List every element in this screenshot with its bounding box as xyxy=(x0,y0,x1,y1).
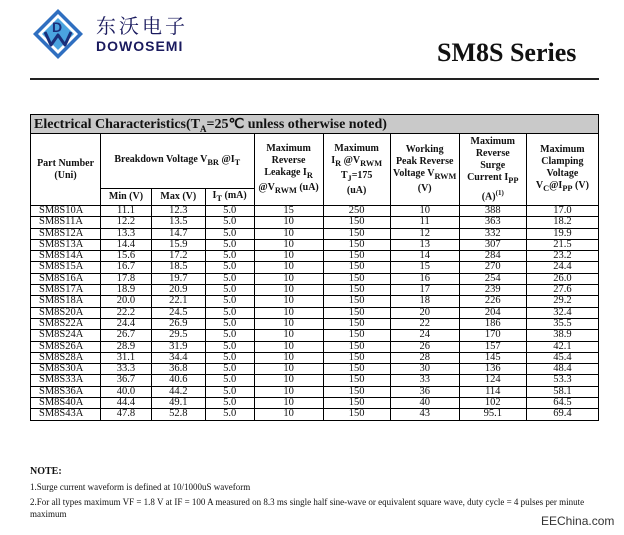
table-cell: 5.0 xyxy=(205,398,254,409)
table-row xyxy=(31,285,599,296)
table-cell: 388 xyxy=(459,206,526,217)
table-cell: 14.7 xyxy=(151,228,205,239)
table-cell: 31.9 xyxy=(151,341,205,352)
table-cell: 18.9 xyxy=(101,285,152,296)
table-cell: 239 xyxy=(459,285,526,296)
table-cell: 15 xyxy=(254,206,323,217)
table-cell: 114 xyxy=(459,386,526,397)
table-cell: 5.0 xyxy=(205,228,254,239)
table-cell: 27.6 xyxy=(526,285,598,296)
table-cell: 5.0 xyxy=(205,262,254,273)
table-cell: 19.9 xyxy=(526,228,598,239)
table-cell: 14.4 xyxy=(101,239,152,250)
table-cell: 150 xyxy=(323,251,390,262)
table-cell: 95.1 xyxy=(459,409,526,420)
table-cell: 5.0 xyxy=(205,386,254,397)
table-cell: SM8S26A xyxy=(31,341,101,352)
table-cell: 150 xyxy=(323,330,390,341)
note-2: 2.For all types maximum VF = 1.8 V at IF = 100 A measured on 8.3 ms single half sine-wave or equivalent square wave, duty cycle = 4 pulses per minute maximum xyxy=(30,497,585,519)
section-title: Electrical $Characteristics(T_A=25℃$ unless otherwise noted) xyxy=(30,114,599,133)
table-cell: 22.2 xyxy=(101,307,152,318)
table-cell: 5.0 xyxy=(205,352,254,363)
table-row xyxy=(31,318,599,329)
table-cell: 28.9 xyxy=(101,341,152,352)
table-cell: 14 xyxy=(390,251,459,262)
header-divider xyxy=(30,78,599,80)
table-cell: 157 xyxy=(459,341,526,352)
table-row xyxy=(31,386,599,397)
table-cell: 52.8 xyxy=(151,409,205,420)
table-cell: 10 xyxy=(254,285,323,296)
table-cell: 186 xyxy=(459,318,526,329)
table-cell: 204 xyxy=(459,307,526,318)
logo-letter: D xyxy=(52,19,63,35)
table-cell: 44.2 xyxy=(151,386,205,397)
table-cell: 150 xyxy=(323,352,390,363)
table-cell: 170 xyxy=(459,330,526,341)
table-row xyxy=(31,217,599,228)
header-min-v: Min (V) xyxy=(101,189,152,206)
table-row xyxy=(31,375,599,386)
table-cell: 254 xyxy=(459,273,526,284)
table-cell: 18.5 xyxy=(151,262,205,273)
table-cell: 33.3 xyxy=(101,364,152,375)
table-cell: 18.2 xyxy=(526,217,598,228)
notes-block xyxy=(30,466,600,520)
table-cell: 150 xyxy=(323,217,390,228)
table-cell: 10 xyxy=(254,228,323,239)
table-cell: 64.5 xyxy=(526,398,598,409)
table-cell: 307 xyxy=(459,239,526,250)
table-cell: 226 xyxy=(459,296,526,307)
table-cell: SM8S43A xyxy=(31,409,101,420)
table-cell: 102 xyxy=(459,398,526,409)
table-cell: 36.7 xyxy=(101,375,152,386)
table-cell: 5.0 xyxy=(205,341,254,352)
table-cell: 28 xyxy=(390,352,459,363)
table-cell: 10 xyxy=(254,239,323,250)
table-cell: SM8S40A xyxy=(31,398,101,409)
table-cell: SM8S24A xyxy=(31,330,101,341)
header-breakdown-voltage: Breakdown Voltage $V_{BR}$ $@I_T$ xyxy=(101,134,254,189)
electrical-characteristics-table xyxy=(30,133,599,421)
series-title: SM8S Series xyxy=(437,38,577,67)
dowosemi-logo-icon xyxy=(32,8,84,60)
table-cell: 5.0 xyxy=(205,364,254,375)
table-row xyxy=(31,364,599,375)
table-cell: 10 xyxy=(254,330,323,341)
table-cell: 150 xyxy=(323,262,390,273)
table-cell: 13 xyxy=(390,239,459,250)
company-name-cn: 东沃电子 xyxy=(96,14,188,38)
table-cell: 150 xyxy=(323,228,390,239)
table-cell: 26.7 xyxy=(101,330,152,341)
table-cell: 250 xyxy=(323,206,390,217)
table-cell: 150 xyxy=(323,307,390,318)
table-cell: 21.5 xyxy=(526,239,598,250)
watermark: EEChina.com xyxy=(541,514,615,528)
table-cell: 34.4 xyxy=(151,352,205,363)
table-cell: 26.9 xyxy=(151,318,205,329)
table-cell: 12.2 xyxy=(101,217,152,228)
table-cell: 10 xyxy=(254,273,323,284)
table-cell: SM8S20A xyxy=(31,307,101,318)
table-cell: SM8S17A xyxy=(31,285,101,296)
table-cell: 5.0 xyxy=(205,273,254,284)
table-cell: 12.3 xyxy=(151,206,205,217)
table-cell: 150 xyxy=(323,296,390,307)
table-cell: 5.0 xyxy=(205,307,254,318)
table-cell: 10 xyxy=(254,375,323,386)
table-cell: 150 xyxy=(323,398,390,409)
table-cell: 11.1 xyxy=(101,206,152,217)
table-cell: 20.0 xyxy=(101,296,152,307)
table-cell: 69.4 xyxy=(526,409,598,420)
table-cell: 10 xyxy=(254,296,323,307)
table-cell: 5.0 xyxy=(205,318,254,329)
table-cell: 30 xyxy=(390,364,459,375)
table-cell: 15 xyxy=(390,262,459,273)
table-cell: 5.0 xyxy=(205,409,254,420)
table-row xyxy=(31,341,599,352)
table-row xyxy=(31,296,599,307)
table-cell: 5.0 xyxy=(205,375,254,386)
table-cell: 10 xyxy=(254,307,323,318)
table-cell: 136 xyxy=(459,364,526,375)
table-cell: SM8S11A xyxy=(31,217,101,228)
table-cell: 23.2 xyxy=(526,251,598,262)
table-cell: 40 xyxy=(390,398,459,409)
table-cell: 49.1 xyxy=(151,398,205,409)
table-cell: 10 xyxy=(254,262,323,273)
table-cell: 332 xyxy=(459,228,526,239)
table-row xyxy=(31,409,599,420)
table-cell: 20 xyxy=(390,307,459,318)
table-cell: SM8S13A xyxy=(31,239,101,250)
table-cell: 22 xyxy=(390,318,459,329)
table-cell: 150 xyxy=(323,285,390,296)
table-cell: SM8S18A xyxy=(31,296,101,307)
table-cell: 24.4 xyxy=(526,262,598,273)
company-name-en: DOWOSEMI xyxy=(96,38,184,54)
header-working-peak-reverse-voltage: Working Peak Reverse Voltage $V_{RWM}$ (V) xyxy=(390,134,459,206)
table-cell: 150 xyxy=(323,239,390,250)
table-cell: 150 xyxy=(323,375,390,386)
table-cell: 10 xyxy=(254,398,323,409)
table-cell: 15.9 xyxy=(151,239,205,250)
table-cell: 150 xyxy=(323,341,390,352)
table-cell: SM8S36A xyxy=(31,386,101,397)
table-cell: 150 xyxy=(323,273,390,284)
table-cell: 150 xyxy=(323,386,390,397)
table-cell: 26.0 xyxy=(526,273,598,284)
table-cell: SM8S22A xyxy=(31,318,101,329)
table-cell: SM8S16A xyxy=(31,273,101,284)
table-cell: 10 xyxy=(254,251,323,262)
header-max-reverse-leakage: Maximum Reverse Leakage $I_R$ $@V_{RWM}$ (uA) xyxy=(254,134,323,206)
header-part-number: Part Number (Uni) xyxy=(31,134,101,206)
table-cell: 24.5 xyxy=(151,307,205,318)
table-cell: 5.0 xyxy=(205,330,254,341)
table-cell: 47.8 xyxy=(101,409,152,420)
table-cell: 145 xyxy=(459,352,526,363)
table-cell: 5.0 xyxy=(205,296,254,307)
table-cell: 10 xyxy=(254,341,323,352)
table-row xyxy=(31,228,599,239)
table-row xyxy=(31,206,599,217)
table-cell: 53.3 xyxy=(526,375,598,386)
table-row xyxy=(31,398,599,409)
table-cell: 17 xyxy=(390,285,459,296)
table-cell: 150 xyxy=(323,409,390,420)
table-row xyxy=(31,251,599,262)
table-cell: SM8S14A xyxy=(31,251,101,262)
table-cell: 11 xyxy=(390,217,459,228)
table-row xyxy=(31,239,599,250)
table-cell: 36.8 xyxy=(151,364,205,375)
table-cell: 18 xyxy=(390,296,459,307)
table-cell: 38.9 xyxy=(526,330,598,341)
table-cell: 270 xyxy=(459,262,526,273)
table-cell: 43 xyxy=(390,409,459,420)
table-cell: 45.4 xyxy=(526,352,598,363)
table-cell: 35.5 xyxy=(526,318,598,329)
table-cell: 58.1 xyxy=(526,386,598,397)
table-cell: 17.2 xyxy=(151,251,205,262)
table-cell: 10 xyxy=(254,409,323,420)
table-cell: 40.6 xyxy=(151,375,205,386)
table-cell: 5.0 xyxy=(205,206,254,217)
table-cell: 10 xyxy=(254,217,323,228)
table-row xyxy=(31,307,599,318)
header-max-v: Max (V) xyxy=(151,189,205,206)
table-cell: 26 xyxy=(390,341,459,352)
table-cell: 24.4 xyxy=(101,318,152,329)
table-row xyxy=(31,262,599,273)
table-cell: 5.0 xyxy=(205,285,254,296)
table-cell: 24 xyxy=(390,330,459,341)
table-cell: SM8S15A xyxy=(31,262,101,273)
table-cell: 17.8 xyxy=(101,273,152,284)
table-cell: 36 xyxy=(390,386,459,397)
table-cell: 10 xyxy=(254,364,323,375)
table-cell: SM8S30A xyxy=(31,364,101,375)
table-cell: 40.0 xyxy=(101,386,152,397)
table-cell: 10 xyxy=(254,386,323,397)
table-cell: 29.2 xyxy=(526,296,598,307)
note-1: 1.Surge current waveform is defined at 10/1000uS waveform xyxy=(30,481,251,492)
table-cell: 20.9 xyxy=(151,285,205,296)
table-row xyxy=(31,352,599,363)
notes-heading: NOTE: xyxy=(30,466,62,477)
table-cell: 5.0 xyxy=(205,251,254,262)
table-cell: 150 xyxy=(323,364,390,375)
table-cell: 10 xyxy=(254,318,323,329)
table-cell: 284 xyxy=(459,251,526,262)
table-cell: 32.4 xyxy=(526,307,598,318)
table-cell: SM8S33A xyxy=(31,375,101,386)
header-max-surge-current: Maximum Reverse Surge Current $I_{PP}$ $(A)^{(1)}$ xyxy=(459,134,526,206)
table-cell: SM8S12A xyxy=(31,228,101,239)
table-cell: 22.1 xyxy=(151,296,205,307)
table-cell: 124 xyxy=(459,375,526,386)
table-cell: 5.0 xyxy=(205,239,254,250)
header-it-ma: $I_T$ (mA) xyxy=(205,189,254,206)
table-cell: 13.5 xyxy=(151,217,205,228)
table-cell: 150 xyxy=(323,318,390,329)
table-row xyxy=(31,330,599,341)
table-cell: SM8S10A xyxy=(31,206,101,217)
table-cell: 15.6 xyxy=(101,251,152,262)
table-cell: 19.7 xyxy=(151,273,205,284)
table-cell: SM8S28A xyxy=(31,352,101,363)
table-cell: 10 xyxy=(254,352,323,363)
table-cell: 42.1 xyxy=(526,341,598,352)
header-max-clamping-voltage: Maximum Clamping Voltage $V_C@I_{PP}$ (V) xyxy=(526,134,598,206)
table-cell: 33 xyxy=(390,375,459,386)
header-max-ir-tj175: Maximum $I_R$ $@V_{RWM}$ $T_J=175$ (uA) xyxy=(323,134,390,206)
table-cell: 48.4 xyxy=(526,364,598,375)
table-cell: 44.4 xyxy=(101,398,152,409)
table-cell: 17.0 xyxy=(526,206,598,217)
table-cell: 10 xyxy=(390,206,459,217)
table-cell: 12 xyxy=(390,228,459,239)
table-cell: 13.3 xyxy=(101,228,152,239)
table-cell: 16.7 xyxy=(101,262,152,273)
table-cell: 31.1 xyxy=(101,352,152,363)
table-cell: 363 xyxy=(459,217,526,228)
table-cell: 16 xyxy=(390,273,459,284)
table-cell: 29.5 xyxy=(151,330,205,341)
table-cell: 5.0 xyxy=(205,217,254,228)
table-row xyxy=(31,273,599,284)
